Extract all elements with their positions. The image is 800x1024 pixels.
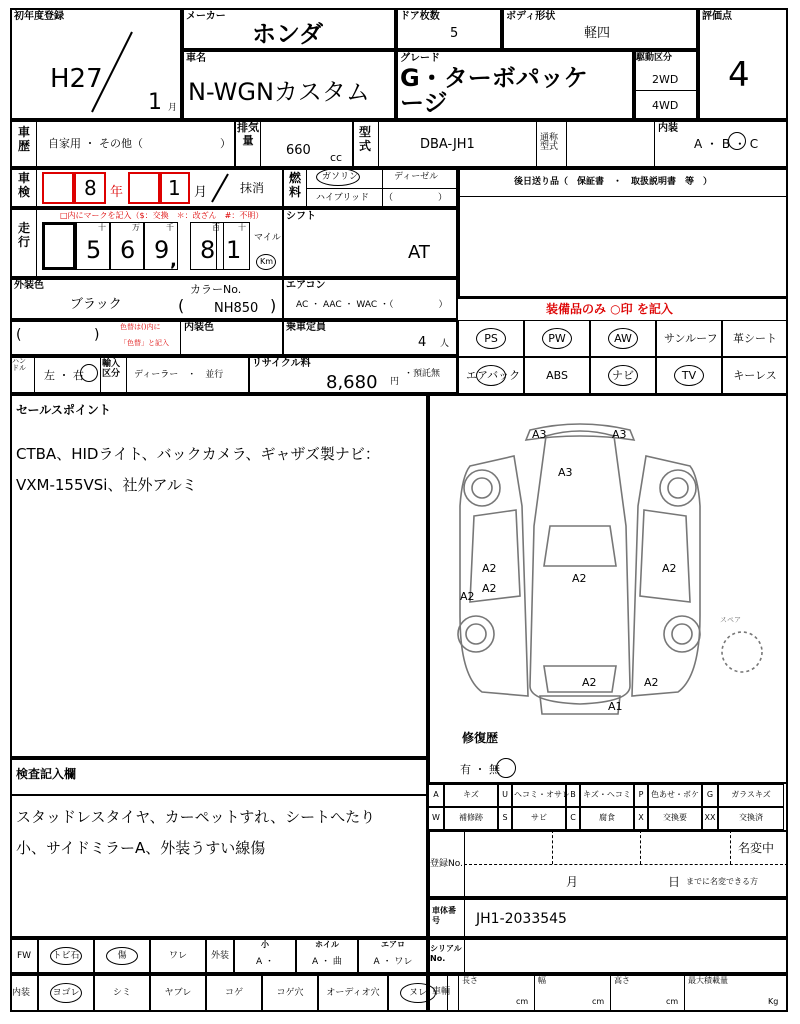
displacement-value: 660 [286, 143, 311, 158]
maker-value: ホンダ [252, 20, 324, 48]
first-reg-year: H27 [50, 64, 103, 94]
size-box [428, 974, 788, 1012]
history-value: 自家用 ・ その他（ ） [48, 137, 231, 150]
color-change-note2: 「色替」と記入 [120, 339, 169, 347]
equipment-item: エアバック [466, 369, 521, 382]
size-height: 高さ [614, 976, 630, 985]
mileage-km: Km [260, 257, 274, 266]
first-reg-month-unit: 月 [168, 103, 178, 113]
handle-label: ハンドル [12, 357, 26, 372]
fw-circle [50, 947, 82, 965]
interior-text: ヌレ [408, 988, 427, 998]
fw-text: A ・ [255, 957, 275, 967]
fw-header: ホイル [315, 940, 339, 949]
common-type-label: 通称型式 [540, 133, 559, 152]
drive-2wd: 2WD [652, 73, 679, 86]
capacity-unit: 人 [440, 339, 450, 349]
legend-text: ガラスキズ [731, 790, 771, 799]
height-unit: cm [666, 997, 679, 1006]
interior-circle [50, 983, 82, 1003]
interior-text: コゲ穴 [276, 988, 304, 998]
odometer-digit: 8 [200, 236, 216, 264]
fuel-diesel: ディーゼル [394, 172, 439, 182]
damage-mark: A3 [612, 428, 627, 441]
sales-line2: VXM-155VSi、社外アルミ [16, 476, 197, 494]
ac-label: エアコン [286, 280, 326, 291]
capacity-label: 乗車定員 [286, 322, 326, 333]
import-value: ディーラー ・ 並行 [134, 370, 224, 380]
legend-text: P [638, 790, 644, 799]
import-label: 輸入区分 [102, 359, 121, 379]
doors-label: ドア枚数 [400, 11, 440, 22]
inspection-notes-label: 検査記入欄 [16, 767, 77, 781]
damage-mark: A2 [644, 676, 659, 689]
deregistered: 抹消 [240, 181, 265, 195]
odometer-digit-box [42, 222, 76, 270]
odometer-unit: 万 [132, 223, 140, 232]
equipment-item: PW [548, 332, 566, 345]
width-unit: cm [592, 997, 605, 1006]
equipment-item: サンルーフ [664, 332, 718, 345]
legend-text: 腐食 [599, 813, 615, 822]
size-label: 車輌 [432, 987, 451, 997]
inspection-line2: 小、サイドミラーA、外装うすい線傷 [16, 839, 266, 857]
drive-4wd: 4WD [652, 99, 679, 112]
score-value: 4 [728, 55, 750, 95]
odometer-digit: 1 [226, 236, 242, 264]
mileage-mile: マイル [254, 233, 281, 243]
history-label: 車歴 [17, 125, 30, 153]
fw-header: エアロ [381, 940, 405, 949]
capacity-row [10, 320, 458, 356]
fw-circle [106, 947, 138, 965]
legend-text: B [570, 790, 576, 799]
inspection-month-box1 [128, 172, 160, 204]
color-value: ブラック [70, 297, 122, 312]
fw-text: トビ石 [52, 951, 80, 961]
damage-mark: A2 [460, 590, 475, 603]
reg-month: 月 [566, 875, 579, 889]
equipment-circle [542, 328, 572, 349]
first-reg-label: 初年度登録 [14, 11, 64, 22]
body-label: ボディ形状 [506, 11, 556, 22]
body-value: 軽四 [584, 26, 611, 41]
legend-text: XX [704, 813, 716, 822]
equipment-circle [476, 365, 506, 386]
later-items-label: 後日送り品（ 保証書 ・ 取扱説明書 等 ） [514, 177, 713, 187]
odometer-unit: 十 [98, 223, 106, 232]
serial-label: シリアルNo. [430, 944, 462, 963]
fuel-other: （ ） [384, 193, 448, 203]
color-code: NH850 [214, 301, 259, 316]
odometer-digit: 9 [154, 236, 170, 264]
inspection-month: 1 [168, 176, 181, 200]
odometer-unit: 百 [212, 223, 220, 232]
legend-text: キズ [463, 790, 479, 799]
inspection-month-unit: 月 [194, 185, 208, 200]
fuel-gasoline: ガソリン [322, 172, 359, 182]
odometer-unit: 千 [166, 223, 174, 232]
inspection-year-box1 [42, 172, 74, 204]
interior-text: ヨゴレ [52, 988, 80, 998]
legend-text: G [706, 790, 714, 799]
grade-label: グレード [400, 53, 440, 64]
inspection-year-unit: 年 [110, 185, 124, 200]
recycle-label: リサイクル料 [252, 358, 311, 369]
fw-text: FW [16, 951, 32, 961]
interior-grades: A ・ B ・ C [694, 137, 759, 151]
legend-text: ヘコミ・オサレ [514, 790, 570, 799]
car-name-label: 車名 [186, 53, 206, 64]
odometer-digit: 5 [86, 236, 102, 264]
damage-mark: A2 [482, 582, 497, 595]
damage-mark: A2 [662, 562, 677, 575]
equip-title: 装備品のみ ○印 を記入 [546, 302, 673, 316]
grade-value: G・ターボパッケージ [400, 64, 588, 118]
inspection-year: 8 [84, 176, 97, 200]
damage-mark: A3 [532, 428, 547, 441]
shift-value: AT [408, 242, 430, 263]
legend-text: 補修跡 [459, 813, 483, 822]
drive-label: 駆動区分 [636, 53, 673, 63]
fuel-hybrid: ハイブリッド [316, 193, 370, 203]
reg-by-date: までに名変できる方 [686, 877, 758, 886]
length-unit: cm [516, 997, 529, 1006]
equipment-item: 革シート [733, 332, 777, 345]
displacement-unit: cc [330, 151, 343, 164]
car-diagram [430, 396, 786, 782]
odometer-unit: 十 [238, 223, 246, 232]
size-max-load: 最大積載量 [688, 976, 728, 985]
fuel-gasoline-circle [316, 168, 360, 186]
legend-text: 色あせ・ボケ [651, 790, 699, 799]
recycle-yen: 円 [390, 377, 400, 387]
type-value: DBA-JH1 [420, 137, 475, 152]
recycle-deposit: ・預託無 [404, 369, 441, 379]
capacity-value: 4 [418, 335, 427, 350]
doors-value: 5 [450, 26, 459, 41]
recycle-value: 8,680 [326, 372, 378, 393]
interior-text: オーディオ穴 [326, 988, 380, 998]
legend-text: 交換要 [663, 813, 687, 822]
first-reg-month: 1 [148, 90, 162, 115]
serial-box [428, 938, 788, 974]
inspection-label: 車検 [17, 171, 30, 199]
reg-day: 日 [668, 875, 681, 889]
shift-label: シフト [286, 211, 316, 222]
odometer-comma: , [170, 250, 177, 271]
equipment-circle [674, 365, 704, 386]
interior-text: シミ [112, 988, 131, 998]
legend-text: X [638, 813, 644, 822]
equipment-item: ABS [546, 369, 568, 382]
load-unit: Kg [768, 997, 779, 1006]
mileage-note: □内にマークを記入（$：交換 ＊：改ざん #：不明） [60, 211, 264, 220]
legend-text: U [502, 790, 508, 799]
repair-circle [496, 758, 516, 778]
legend-text: 交換済 [739, 813, 763, 822]
damage-mark: A1 [608, 700, 623, 713]
interior-label: 内装 [658, 123, 678, 134]
fuel-label: 燃料 [288, 171, 301, 199]
equipment-item: TV [681, 369, 697, 382]
handle-value: 左 ・ 右 [44, 369, 84, 382]
fw-header: 小 [261, 940, 269, 949]
handle-circle [80, 364, 98, 382]
legend-text: A [433, 790, 439, 799]
score-label: 評価点 [702, 11, 732, 22]
damage-mark: A2 [572, 572, 587, 585]
legend-text: サビ [531, 813, 547, 822]
equipment-item: ナビ [612, 369, 634, 382]
spare-label: スペア [720, 616, 741, 624]
chassis-value: JH1-2033545 [476, 911, 567, 927]
equipment-circle [608, 328, 638, 349]
car-name-value: N-WGNカスタム [188, 78, 370, 106]
size-width: 幅 [538, 976, 546, 985]
repair-label: 修復歴 [462, 731, 499, 745]
maker-label: メーカー [186, 11, 226, 22]
mileage-label: 走行 [17, 221, 30, 249]
equipment-circle [608, 365, 638, 386]
sales-label: セールスポイント [16, 403, 111, 417]
equipment-item: PS [484, 332, 498, 345]
interior-text: ヤブレ [164, 988, 192, 998]
inspection-line1: スタッドレスタイヤ、カーペットすれ、シートへたり [16, 808, 376, 826]
odometer-digit: 6 [120, 236, 136, 264]
equipment-item: AW [614, 332, 632, 345]
color-label: 外装色 [14, 280, 44, 291]
legend-text: キズ・ヘコミ [583, 790, 631, 799]
damage-mark: A3 [558, 466, 573, 479]
interior-grade-circle [728, 132, 746, 150]
repair-value: 有 ・ 無 [460, 763, 500, 776]
legend-text: W [432, 813, 440, 822]
color-change-note1: 色替は()内に [120, 323, 161, 331]
interior-row-label: 内装 [12, 988, 31, 998]
damage-mark: A2 [582, 676, 597, 689]
interior-color-label: 内装色 [184, 322, 214, 333]
ac-value: AC ・ AAC ・ WAC ・（ ） [296, 300, 448, 310]
registration-label: 登録No. [430, 859, 463, 869]
interior-text: コゲ [224, 988, 243, 998]
fw-text: ワレ [168, 951, 187, 961]
first-reg-slash [88, 30, 138, 114]
legend-text: S [502, 813, 508, 822]
fw-text: A ・ ワレ [373, 957, 413, 967]
color-code-label: カラーNo. [190, 283, 242, 296]
interior-circle [400, 983, 436, 1003]
equipment-item: キーレス [733, 369, 777, 382]
equipment-circle [476, 328, 506, 349]
legend-text: C [570, 813, 576, 822]
name-change: 名変中 [738, 841, 775, 855]
fw-text: 外装 [210, 951, 229, 961]
displacement-label: 排気量 [237, 121, 259, 147]
fw-text: 傷 [117, 951, 127, 961]
fw-text: A ・ 曲 [312, 957, 342, 967]
type-label: 型式 [358, 125, 371, 153]
damage-mark: A2 [482, 562, 497, 575]
later-items-box [458, 168, 788, 298]
chassis-label: 車体番号 [432, 906, 456, 925]
size-length: 長さ [462, 976, 478, 985]
sales-line1: CTBA、HIDライト、バックカメラ、ギャザズ製ナビ： [16, 445, 380, 463]
